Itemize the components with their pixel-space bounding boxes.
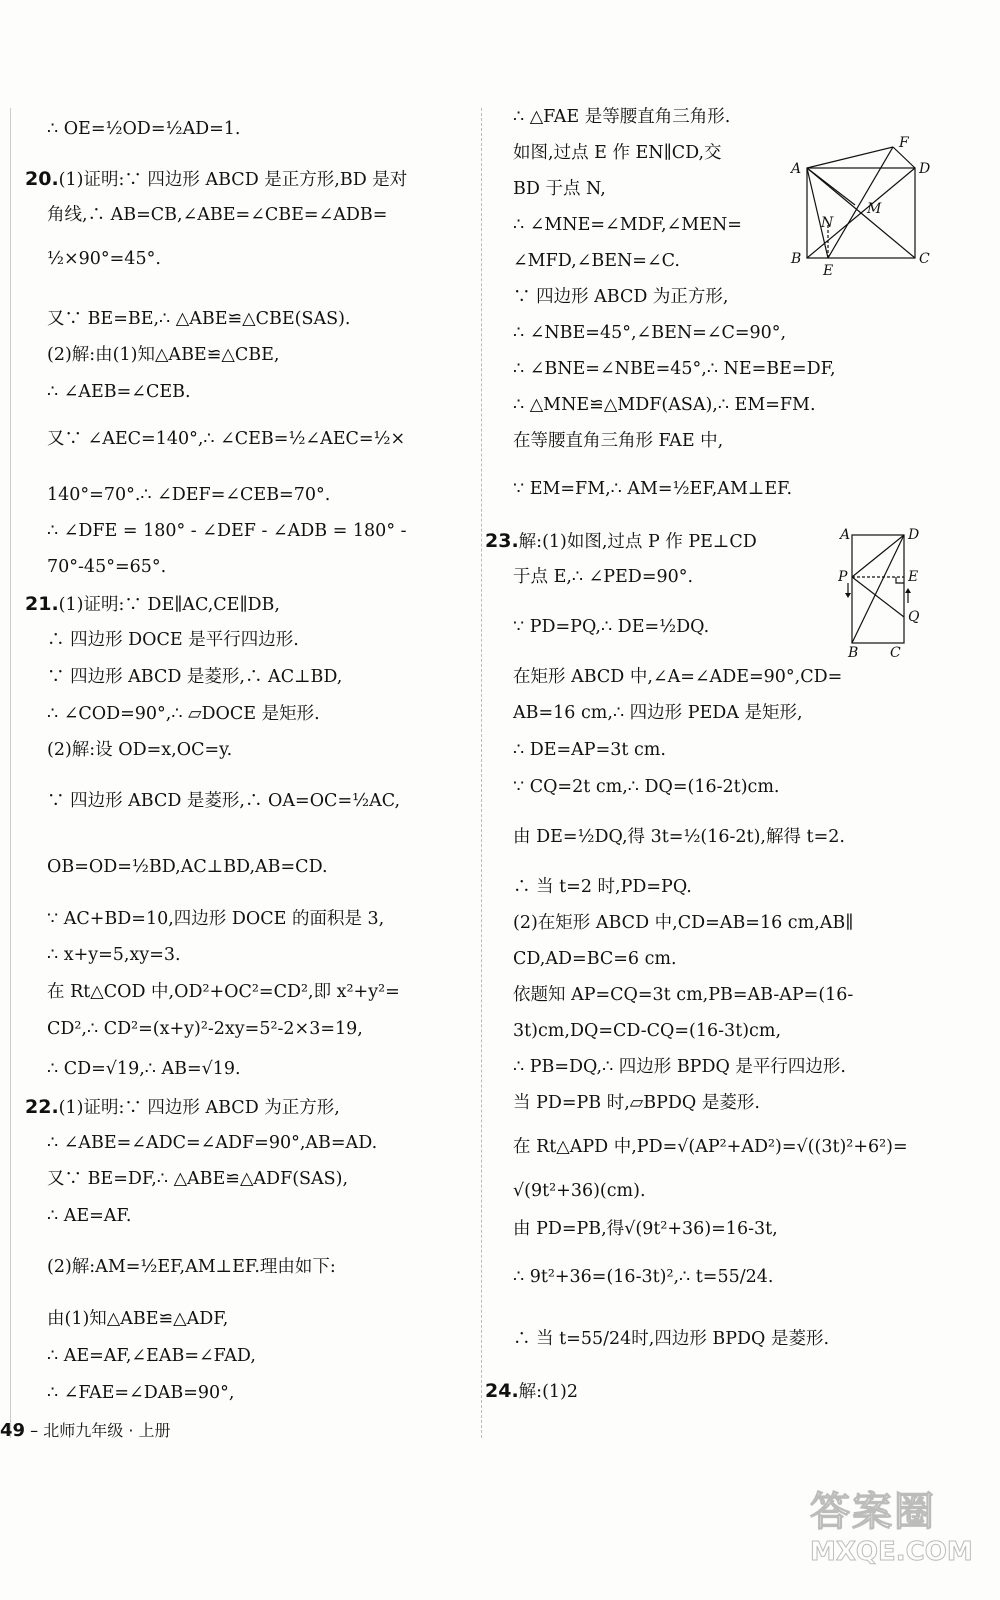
- question-number: 22.: [25, 1096, 59, 1118]
- line: 140°=70°.∴ ∠DEF=∠CEB=70°.: [47, 485, 331, 505]
- line: ∵ PD=PQ,∴ DE=½DQ.: [513, 617, 710, 637]
- line: 70°-45°=65°.: [47, 557, 167, 577]
- line: ∵ EM=FM,∴ AM=½EF,AM⊥EF.: [513, 479, 793, 499]
- line: 又∵ BE=BE,∴ △ABE≌△CBE(SAS).: [47, 309, 351, 329]
- line: ∴ △FAE 是等腰直角三角形.: [513, 107, 731, 127]
- fig2-label: P: [838, 569, 848, 585]
- page-footer: [0, 1418, 171, 1441]
- page-number: 49: [0, 1420, 26, 1441]
- fig2-label: C: [890, 645, 901, 660]
- fig1-label: A: [791, 161, 802, 177]
- fig2-label: Q: [908, 609, 920, 625]
- line: ∵ CQ=2t cm,∴ DQ=(16-2t)cm.: [513, 777, 780, 797]
- figure-square-abcd: [785, 135, 935, 280]
- line: (2)解:设 OD=x,OC=y.: [47, 740, 233, 760]
- fig1-label: D: [919, 161, 931, 177]
- line-q21: 21.(1)证明:∵ DE∥AC,CE∥DB,: [25, 593, 280, 615]
- line: ∴ ∠ABE=∠ADC=∠ADF=90°,AB=AD.: [47, 1133, 378, 1153]
- line: ∵ 四边形 ABCD 是菱形,∴ OA=OC=½AC,: [47, 791, 401, 811]
- line: (2)在矩形 ABCD 中,CD=AB=16 cm,AB∥: [513, 913, 854, 933]
- line: 在等腰直角三角形 FAE 中,: [513, 431, 724, 451]
- line: CD,AD=BC=6 cm.: [513, 949, 677, 969]
- line: ∴ ∠BNE=∠NBE=45°,∴ NE=BE=DF,: [513, 359, 836, 379]
- line: ∴ x+y=5,xy=3.: [47, 945, 181, 965]
- line: ∴ DE=AP=3t cm.: [513, 740, 666, 760]
- watermark-cn: 答案圈: [810, 1489, 936, 1535]
- line: ∴ ∠COD=90°,∴ ▱DOCE 是矩形.: [47, 704, 320, 724]
- line: 在矩形 ABCD 中,∠A=∠ADE=90°,CD=: [513, 667, 843, 687]
- line: BD 于点 N,: [513, 179, 606, 199]
- fig1-label: C: [919, 251, 930, 267]
- book-title: 北师九年级 · 上册: [43, 1421, 171, 1440]
- line: ∴ ∠MNE=∠MDF,∠MEN=: [513, 215, 742, 235]
- line: 角线,∴ AB=CB,∠ABE=∠CBE=∠ADB=: [47, 205, 388, 225]
- line: ∠MFD,∠BEN=∠C.: [513, 251, 680, 271]
- line: OB=OD=½BD,AC⊥BD,AB=CD.: [47, 857, 328, 877]
- question-number: 24.: [485, 1380, 519, 1402]
- line: (2)解:由(1)知△ABE≌△CBE,: [47, 345, 280, 365]
- line: 如图,过点 E 作 EN∥CD,交: [513, 143, 722, 163]
- line: ∵ AC+BD=10,四边形 DOCE 的面积是 3,: [47, 909, 385, 929]
- left-margin-rule: [10, 108, 11, 1438]
- line: ∴ ∠NBE=45°,∠BEN=∠C=90°,: [513, 323, 787, 343]
- line: ∴ 当 t=2 时,PD=PQ.: [513, 877, 692, 897]
- question-number: 20.: [25, 168, 59, 190]
- line: ∴ AE=AF.: [47, 1206, 132, 1226]
- line-q24: 24.解:(1)2: [485, 1380, 578, 1402]
- line: AB=16 cm,∴ 四边形 PEDA 是矩形,: [513, 703, 803, 723]
- line: ½×90°=45°.: [47, 249, 161, 269]
- line: 当 PD=PB 时,▱BPDQ 是菱形.: [513, 1093, 760, 1113]
- line-q23: 23.解:(1)如图,过点 P 作 PE⊥CD: [485, 530, 757, 552]
- line: ∴ OE=½OD=½AD=1.: [47, 119, 241, 139]
- watermark: [810, 1480, 985, 1590]
- line: ∴ AE=AF,∠EAB=∠FAD,: [47, 1346, 256, 1366]
- line: 于点 E,∴ ∠PED=90°.: [513, 567, 694, 587]
- fig2-label: D: [908, 527, 920, 543]
- line-q20: 20.(1)证明:∵ 四边形 ABCD 是正方形,BD 是对: [25, 168, 408, 190]
- line: ∴ ∠FAE=∠DAB=90°,: [47, 1383, 235, 1403]
- line: 由 DE=½DQ,得 3t=½(16-2t),解得 t=2.: [513, 827, 845, 847]
- line: ∴ ∠DFE = 180° - ∠DEF - ∠ADB = 180° -: [47, 521, 407, 541]
- line: ∴ PB=DQ,∴ 四边形 BPDQ 是平行四边形.: [513, 1057, 846, 1077]
- line: ∴ 四边形 DOCE 是平行四边形.: [47, 630, 299, 650]
- footer-dash: –: [30, 1421, 39, 1440]
- line: ∴ △MNE≌△MDF(ASA),∴ EM=FM.: [513, 395, 816, 415]
- figure-rectangle-abcd: [838, 525, 928, 660]
- fig2-label: A: [840, 527, 851, 543]
- line: CD²,∴ CD²=(x+y)²-2xy=5²-2×3=19,: [47, 1019, 363, 1039]
- column-divider: [481, 108, 482, 1438]
- fig1-label: B: [791, 251, 802, 267]
- line: ∴ 9t²+36=(16-3t)²,∴ t=55/24.: [513, 1267, 774, 1287]
- line: ∴ 当 t=55/24时,四边形 BPDQ 是菱形.: [513, 1329, 830, 1349]
- line: 在 Rt△COD 中,OD²+OC²=CD²,即 x²+y²=: [47, 982, 400, 1002]
- fig1-label: E: [823, 263, 834, 279]
- fig2-label: B: [848, 645, 859, 660]
- line: ∴ CD=√19,∴ AB=√19.: [47, 1059, 241, 1079]
- fig1-label: F: [899, 135, 909, 151]
- question-number: 21.: [25, 593, 59, 615]
- line: ∵ 四边形 ABCD 是菱形,∴ AC⊥BD,: [47, 667, 343, 687]
- line: 在 Rt△APD 中,PD=√(AP²+AD²)=√((3t)²+6²)=: [513, 1137, 908, 1157]
- question-number: 23.: [485, 530, 519, 552]
- line-q22: 22.(1)证明:∵ 四边形 ABCD 为正方形,: [25, 1096, 340, 1118]
- fig1-label: M: [867, 201, 882, 217]
- line: 由(1)知△ABE≌△ADF,: [47, 1309, 229, 1329]
- line: 3t)cm,DQ=CD-CQ=(16-3t)cm,: [513, 1021, 782, 1041]
- line: 由 PD=PB,得√(9t²+36)=16-3t,: [513, 1219, 778, 1239]
- fig1-label: N: [821, 215, 834, 231]
- line: 又∵ BE=DF,∴ △ABE≌△ADF(SAS),: [47, 1169, 349, 1189]
- line: (2)解:AM=½EF,AM⊥EF.理由如下:: [47, 1257, 336, 1277]
- line: √(9t²+36)(cm).: [513, 1181, 646, 1201]
- line: 又∵ ∠AEC=140°,∴ ∠CEB=½∠AEC=½×: [47, 429, 406, 449]
- line: 依题知 AP=CQ=3t cm,PB=AB-AP=(16-: [513, 985, 854, 1005]
- line: ∴ ∠AEB=∠CEB.: [47, 382, 191, 402]
- watermark-en: MXQE.COM: [810, 1537, 973, 1567]
- fig2-label: E: [908, 569, 919, 585]
- line: ∵ 四边形 ABCD 为正方形,: [513, 287, 729, 307]
